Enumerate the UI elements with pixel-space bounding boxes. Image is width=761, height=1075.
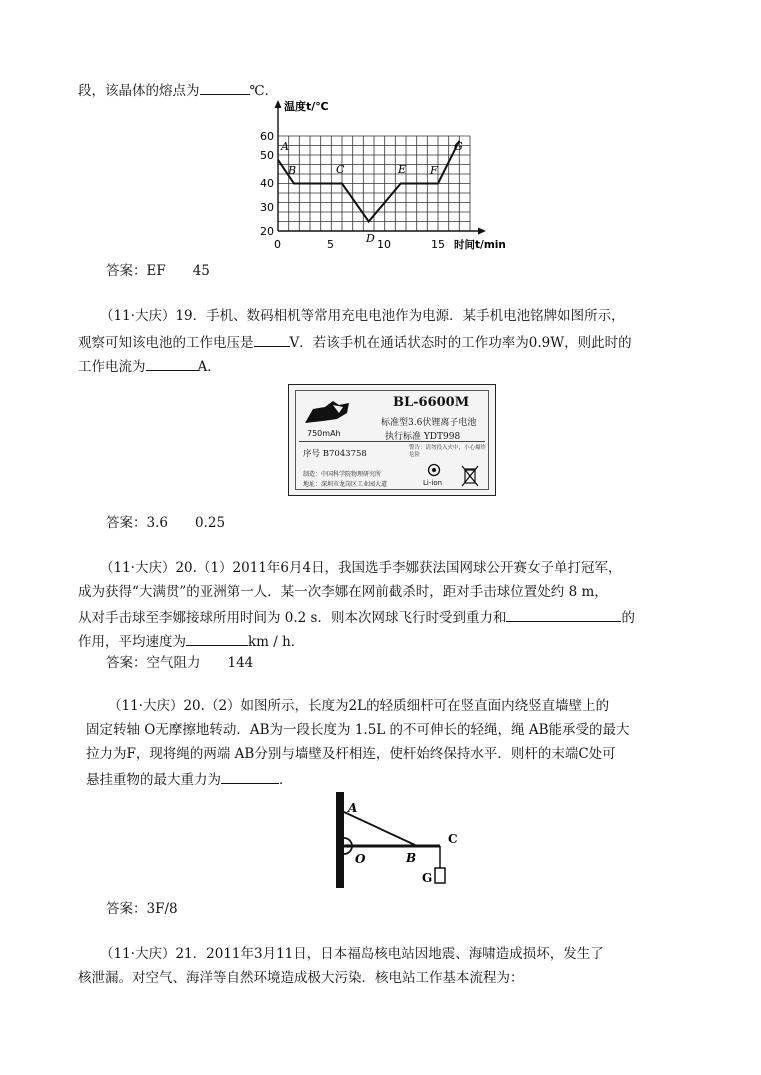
- q20b-line-1: （11·大庆）20.（2）如图所示，长度为2L的轻质细杆可在竖直面内绕竖直墙壁上的: [108, 698, 610, 714]
- x-tick-10: 10: [377, 238, 391, 251]
- battery-address: 地址：深圳市龙岗区工业园大道: [303, 481, 388, 488]
- q21-line-1: （11·大庆）21．2011年3月11日，日本福岛核电站因地震、海啸造成损坏，发生了: [100, 946, 604, 962]
- point-label-e: E: [398, 163, 407, 176]
- x-axis-label: 时间t/min: [454, 239, 506, 251]
- q20a-line-4: [78, 631, 304, 651]
- q19-line-2-suffix: V．若该手机在通话状态时的工作功率为0.9W，则此时的: [289, 335, 632, 351]
- q20b-weight-blank: [221, 769, 279, 784]
- point-label-a: A: [281, 140, 289, 153]
- battery-standard: 执行标准 YDT998: [385, 432, 461, 442]
- label-o: O: [355, 852, 366, 866]
- q18-answer: 答案：EF 45: [106, 263, 210, 279]
- x-tick-0: 0: [274, 238, 281, 251]
- q20a-answer: 答案：空气阻力 144: [106, 655, 254, 671]
- label-g: G: [422, 871, 433, 885]
- battery-type: 标准型3.6伏锂离子电池: [381, 418, 477, 428]
- battery-serial: 序号 B7043758: [303, 449, 367, 459]
- q20b-line-4-prefix: 悬挂重物的最大重力为: [86, 772, 221, 788]
- y-tick-20: 20: [260, 225, 274, 238]
- weight-g: [435, 868, 445, 883]
- brand-logo-icon: [303, 399, 353, 427]
- q20a-line-4-prefix: 作用，平均速度为: [78, 634, 186, 650]
- point-label-c: C: [336, 163, 345, 176]
- q20a-line-1: （11·大庆）20.（1）2011年6月4日，我国选手李娜获法国网球公开赛女子单打冠军，: [100, 560, 622, 576]
- y-tick-60: 60: [260, 130, 274, 143]
- q20b-line-4-suffix: ．: [279, 772, 293, 788]
- q19-line-1: （11·大庆）19．手机、数码相机等常用充电电池作为电源．某手机电池铭牌如图所示，: [100, 308, 625, 324]
- label-c: C: [448, 832, 458, 846]
- x-tick-5: 5: [327, 238, 334, 251]
- recycle-icon: [427, 463, 441, 477]
- battery-capacity: 750mAh: [307, 429, 341, 438]
- q18-text-line: [78, 80, 278, 100]
- battery-maker: 制造：中国科学院物理研究所: [303, 471, 382, 478]
- battery-liion: Li-ion: [423, 479, 443, 487]
- battery-nameplate: [288, 384, 496, 496]
- battery-warning: 警告：请勿投入火中，小心爆炸危险: [409, 445, 487, 458]
- q19-line-3: [78, 356, 221, 376]
- label-a: A: [348, 801, 358, 815]
- q20a-line-3-text: 从对手击球至李娜接球所用时间为 0.2 s．则本次网球飞行时受到重力和: [78, 610, 507, 626]
- point-label-b: B: [288, 164, 297, 177]
- point-label-f: F: [430, 164, 438, 177]
- q20a-line-4-suffix: km / h．: [248, 634, 305, 650]
- wall: [336, 792, 344, 888]
- q20a-line-2: 成为获得“大满贯”的亚洲第一人．某一次李娜在网前截杀时，距对手击球位置处约 8 m，: [78, 584, 608, 600]
- y-axis-label: 温度t/℃: [284, 100, 329, 113]
- q20b-answer: 答案：3F/8: [106, 901, 178, 917]
- q20b-line-4: [86, 769, 293, 789]
- battery-divider: [299, 441, 485, 442]
- q19-voltage-blank: [254, 332, 290, 347]
- q19-current-blank: [146, 356, 198, 371]
- q19-answer: 答案：3.6 0.25: [106, 515, 226, 531]
- q18-suffix: ℃．: [249, 83, 279, 99]
- q20a-speed-blank: [186, 631, 248, 646]
- q20a-line-3-suffix: 的: [621, 610, 635, 626]
- temperature-time-graph: [250, 98, 520, 260]
- lever-wall-diagram: [322, 790, 472, 892]
- q18-prefix: 段，该晶体的熔点为: [78, 83, 200, 99]
- q19-line-2: [78, 332, 632, 352]
- x-axis-arrow: [478, 228, 486, 235]
- q21-line-2: 核泄漏。对空气、海洋等自然环境造成极大污染．核电站工作基本流程为：: [78, 970, 524, 986]
- q20a-line-3: [78, 607, 635, 627]
- rope-ab: [344, 812, 415, 845]
- q19-line-3-suffix: A．: [197, 359, 221, 375]
- q19-line-3-prefix: 工作电流为: [78, 359, 146, 375]
- y-tick-50: 50: [260, 149, 274, 162]
- point-label-d: D: [366, 232, 375, 245]
- q20a-force-blank: [506, 607, 621, 622]
- q19-line-2-prefix: 观察可知该电池的工作电压是: [78, 335, 254, 351]
- q20b-line-2: 固定转轴 O无摩擦地转动．AB为一段长度为 1.5L 的不可伸长的轻绳，绳 AB能承受的最大: [86, 722, 630, 738]
- point-label-g: G: [454, 140, 463, 153]
- q20b-line-3: 拉力为F，现将绳的两端 AB分别与墙壁及杆相连，使杆始终保持水平．则杆的末端C处可: [86, 746, 616, 762]
- battery-model: BL-6600M: [393, 395, 470, 410]
- q18-blank: [200, 80, 250, 95]
- x-tick-15: 15: [431, 238, 445, 251]
- y-tick-30: 30: [260, 201, 274, 214]
- temperature-curve: [278, 141, 459, 222]
- label-b: B: [406, 851, 417, 865]
- y-tick-40: 40: [260, 177, 274, 190]
- crossed-bin-icon: [461, 465, 479, 487]
- y-axis-arrow: [275, 100, 282, 108]
